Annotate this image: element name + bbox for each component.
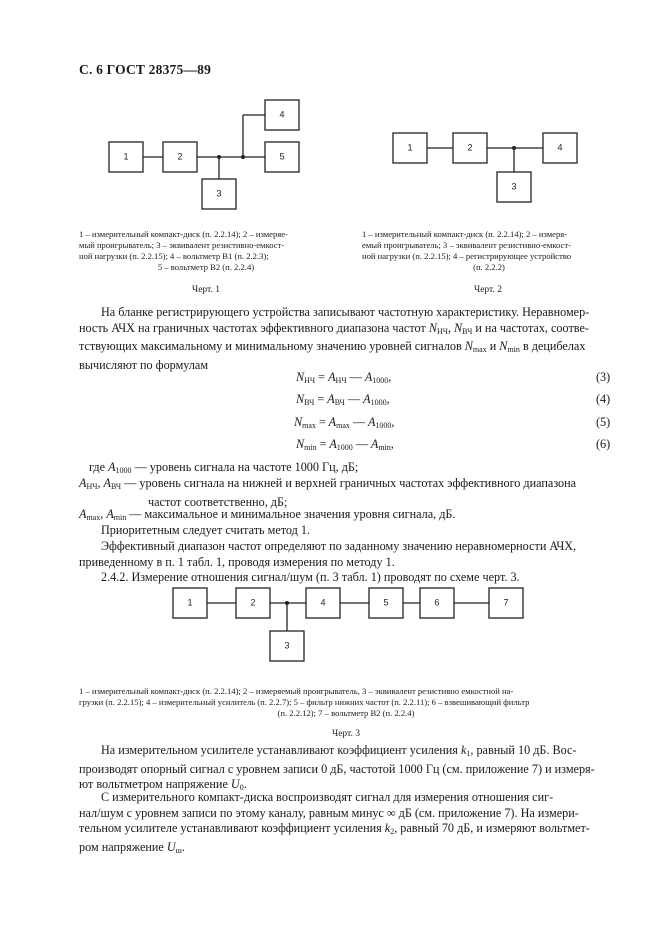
- formula-6: $N_{min} = A_{1000}$ — $A_{min}$,: [296, 437, 394, 452]
- formula-3-number: (3): [596, 370, 611, 384]
- figure-3-caption: 1 – измерительный компакт-диск (п. 2.2.14); 2 – измеряемый проигрыватель, 3 – эквивалент резистивно емкостной на- грузки (п. 2.2.15); 4 – измерительный усилитель (п. 2.2.7); 5 – фильтр нижних частот (п. 2.2.11); 6 – взвешивающий фильтр (п. 2.2.12); 7 – вольтметр В2 (п. 2.2.4): [79, 686, 530, 718]
- fig2-block-1-label: 1: [407, 142, 413, 153]
- formula-3: $N_{НЧ} = A_{НЧ}$ — $A_{1000}$,: [296, 370, 392, 385]
- fig3-block-5-label: 5: [383, 597, 389, 608]
- paragraph-signal-noise: С измерительного компакт-диска воспроизводят сигнал для измерения отношения сиг- нал/шум с уровнем записи по этому каналу, равным минус ∞ дБ (см. приложение 7). На измери- тельном усилителе устанавливают коэффициент усиления $k_2$, равный 70 дБ, и измеряют вольтмет- ром напряжение $U_ш$.: [79, 790, 590, 855]
- fig1-block-3-label: 3: [216, 188, 222, 199]
- figure-1-label: Черт. 1: [192, 285, 220, 295]
- figure-3-label: Черт. 3: [332, 729, 360, 739]
- fig3-block-3-label: 3: [284, 640, 290, 651]
- paragraph-effective-range: Эффективный диапазон частот определяют по заданному значению неравномерности АЧХ, приведенному в п. 1 табл. 1, проводя измерения по методу 1.: [79, 539, 577, 569]
- paragraph-2-4-2: 2.4.2. Измерение отношения сигнал/шум (п. 3 табл. 1) проводят по схеме черт. 3.: [101, 570, 520, 584]
- fig2-block-2-label: 2: [467, 142, 473, 153]
- paragraph-gain-reference: На измерительном усилителе устанавливают коэффициент усиления $k_1$, равный 10 дБ. Вос- производят опорный сигнал с уровнем записи 0 дБ, частотой 1000 Гц (см. приложение 7) и измеря- ют вольтметром напряжение $U_0$.: [79, 743, 595, 793]
- fig2-block-4-label: 4: [557, 142, 563, 153]
- formula-5: $N_{max} = A_{max}$ — $A_{1000}$,: [294, 415, 395, 430]
- fig1-block-4-label: 4: [279, 109, 285, 120]
- formula-4-number: (4): [596, 392, 611, 406]
- definition-anch-avch: $A_{НЧ}$, $A_{ВЧ}$ — уровень сигнала на нижней и верхней граничных частотах эффективного диапазона частот соответственно, дБ;: [79, 476, 577, 509]
- fig1-block-2-label: 2: [177, 151, 183, 162]
- paragraph-priority: Приоритетным следует считать метод 1.: [101, 523, 311, 537]
- figure-2-caption: 1 – измерительный компакт-диск (п. 2.2.14); 2 – измеря- емый проигрыватель; 3 – эквивалент резистивно-емкост- ной нагрузки (п. 2.2.15); 4 – регистрирующее устройство (п. 2.2.2): [362, 229, 572, 272]
- definition-a1000: где $A_{1000}$ — уровень сигнала на частоте 1000 Гц, дБ;: [89, 460, 359, 475]
- formula-4: $N_{ВЧ} = A_{ВЧ}$ — $A_{1000}$,: [296, 392, 390, 407]
- page-header: С. 6 ГОСТ 28375—89: [79, 62, 212, 77]
- figure-2-label: Черт. 2: [474, 285, 502, 295]
- paragraph-frequency-response: На бланке регистрирующего устройства записывают частотную характеристику. Неравномер- ность АЧХ на граничных частотах эффективного диапазона частот $N_{НЧ}$, $N_{ВЧ}$ и на частотах, соотве- тствующих максимальному и минимальному значению уровней сигналов $N_{max}$ и $N_{min}$ в децибелах вычисляют по формулам: [79, 305, 590, 372]
- fig3-block-4-label: 4: [320, 597, 326, 608]
- fig3-block-1-label: 1: [187, 597, 193, 608]
- fig1-block-5-label: 5: [279, 151, 285, 162]
- fig3-block-2-label: 2: [250, 597, 256, 608]
- fig3-block-6-label: 6: [434, 597, 440, 608]
- fig3-block-7-label: 7: [503, 597, 509, 608]
- formula-6-number: (6): [596, 437, 611, 451]
- fig2-block-3-label: 3: [511, 181, 517, 192]
- fig1-block-1-label: 1: [123, 151, 129, 162]
- definition-amax-amin: $A_{max}$, $A_{min}$ — максимальное и минимальное значения уровня сигнала, дБ.: [79, 507, 456, 522]
- figure-1-caption: 1 – измерительный компакт-диск (п. 2.2.14); 2 – измеряе- мый проигрыватель; 3 – эквивалент резистивно-емкост- ной нагрузки (п. 2.2.15); 4 – вольтметр В1 (п. 2.2.3); 5 – вольтметр В2 (п. 2.2.4): [79, 229, 288, 272]
- formula-5-number: (5): [596, 415, 611, 429]
